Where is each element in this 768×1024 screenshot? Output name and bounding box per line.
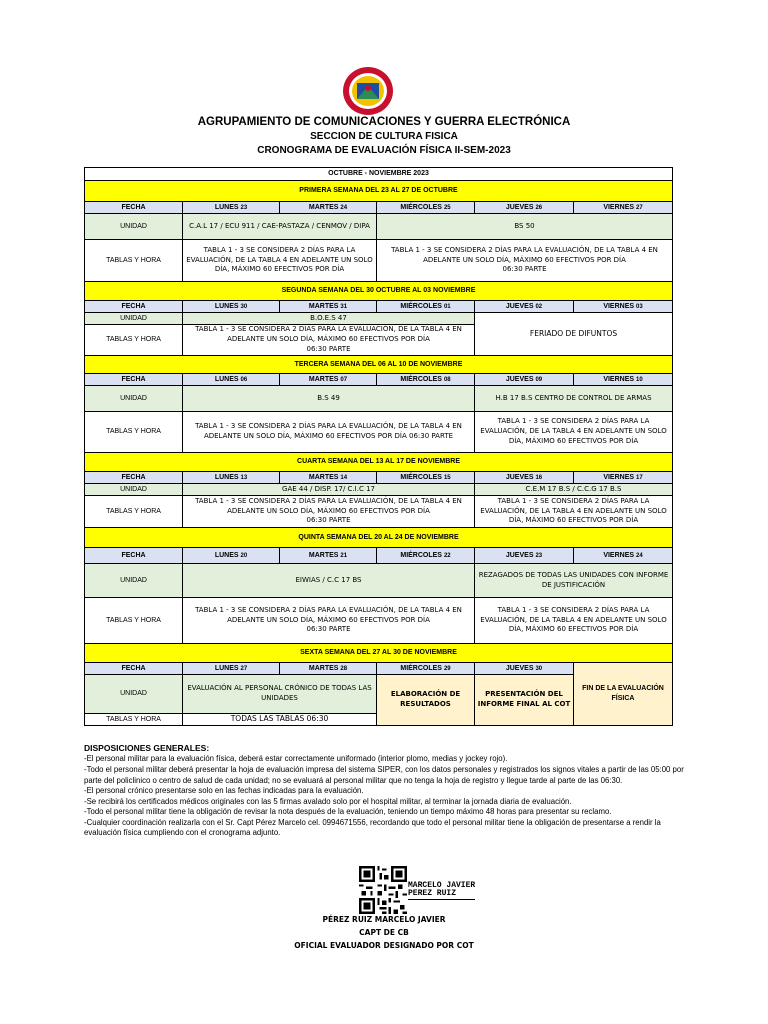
tablas-label: TABLAS Y HORA: [85, 496, 183, 528]
tablas-cell: TABLA 1 - 3 SE CONSIDERA 2 DÍAS PARA LA EVALUACIÓN, DE LA TABLA 4 EN ADELANTE UN SOLO DÍA, MÁXIMO 60 EFECTIVOS POR DÍA: [475, 598, 673, 644]
general-provisions: [84, 743, 684, 839]
provisions-title: DISPOSICIONES GENERALES:: [84, 743, 210, 753]
provision-item: -El personal militar para la evaluación física, deberá estar correctamente uniformado (interior plomo, medias y jockey rojo).: [84, 754, 508, 764]
fecha-label: FECHA: [85, 472, 183, 484]
day-header: MARTES 31: [280, 301, 377, 313]
qr-code: [359, 866, 407, 914]
day-header: MARTES 21: [280, 548, 377, 564]
unidad-label: UNIDAD: [85, 214, 183, 240]
day-header: MARTES 24: [280, 202, 377, 214]
unit-cell: H.B 17 B.S CENTRO DE CONTROL DE ARMAS: [475, 386, 673, 412]
day-header: LUNES 23: [183, 202, 280, 214]
tablas-label: TABLAS Y HORA: [85, 240, 183, 282]
unidad-label: UNIDAD: [85, 675, 183, 714]
day-header: JUEVES 09: [475, 374, 574, 386]
week-5-title: QUINTA SEMANA DEL 20 AL 24 DE NOVIEMBRE: [85, 528, 673, 548]
tablas-label: TABLAS Y HORA: [85, 598, 183, 644]
tablas-cell: TABLA 1 - 3 SE CONSIDERA 2 DÍAS PARA LA EVALUACIÓN, DE LA TABLA 4 EN ADELANTE UN SOLO DÍA, MÁXIMO 60 EFECTIVOS POR DÍA 06:30 PARTE: [183, 412, 475, 453]
day-header: LUNES 06: [183, 374, 280, 386]
tablas-cell: TABLA 1 - 3 SE CONSIDERA 2 DÍAS PARA LA EVALUACIÓN, DE LA TABLA 4 EN ADELANTE UN SOLO DÍA, MÁXIMO 60 EFECTIVOS POR DÍA 06:30 PARTE: [377, 240, 673, 282]
tablas-cell: TABLA 1 - 3 SE CONSIDERA 2 DÍAS PARA LA EVALUACIÓN, DE LA TABLA 4 EN ADELANTE UN SOLO DÍA, MÁXIMO 60 EFECTIVOS POR DÍA 06:30 PARTE: [183, 496, 475, 528]
tablas-cell: TABLA 1 - 3 SE CONSIDERA 2 DÍAS PARA LA EVALUACIÓN, DE LA TABLA 4 EN ADELANTE UN SOLO DÍA, MÁXIMO 60 EFECTIVOS POR DÍA: [475, 496, 673, 528]
day-header: VIERNES 24: [574, 548, 673, 564]
provision-item: -Cualquier coordinación realizarla con el Sr. Capt Pérez Marcelo cel. 0994671556, recordando que todo el personal militar tiene la obligación de presentarse a rendir la evaluación física cumpliendo con el cronograma adjunto.: [84, 817, 661, 838]
week-1-title: PRIMERA SEMANA DEL 23 AL 27 DE OCTUBRE: [85, 181, 673, 202]
day-header: JUEVES 26: [475, 202, 574, 214]
fecha-label: FECHA: [85, 663, 183, 675]
month-header: OCTUBRE - NOVIEMBRE 2023: [85, 168, 673, 181]
provision-item: -Todo el personal militar tiene la obligación de revisar la nota después de la evaluación, teniendo un tiempo máximo 48 horas para presentar su reclamo.: [84, 807, 612, 817]
day-header: LUNES 27: [183, 663, 280, 675]
unidad-label: UNIDAD: [85, 484, 183, 496]
day-header: MIÉRCOLES 22: [377, 548, 475, 564]
section-title: SECCION DE CULTURA FISICA: [310, 131, 458, 142]
week-2-title: SEGUNDA SEMANA DEL 30 OCTUBRE AL 03 NOVIEMBRE: [85, 282, 673, 301]
tablas-cell: TABLA 1 - 3 SE CONSIDERA 2 DÍAS PARA LA EVALUACIÓN, DE LA TABLA 4 EN ADELANTE UN SOLO DÍA, MÁXIMO 60 EFECTIVOS POR DÍA: [475, 412, 673, 453]
tablas-cell: TODAS LAS TABLAS 06:30: [183, 714, 377, 726]
day-header: JUEVES 02: [475, 301, 574, 313]
day-header: MIÉRCOLES 15: [377, 472, 475, 484]
unidad-label: UNIDAD: [85, 564, 183, 598]
day-header: VIERNES 27: [574, 202, 673, 214]
day-header: JUEVES 30: [475, 663, 574, 675]
tablas-label: TABLAS Y HORA: [85, 325, 183, 356]
org-title: AGRUPAMIENTO DE COMUNICACIONES Y GUERRA ELECTRÓNICA: [197, 116, 571, 128]
day-header: MARTES 28: [280, 663, 377, 675]
day-header: LUNES 13: [183, 472, 280, 484]
unidad-label: UNIDAD: [85, 386, 183, 412]
end-of-evaluation-cell: FIN DE LA EVALUACIÓN FÍSICA: [574, 663, 673, 726]
fecha-label: FECHA: [85, 301, 183, 313]
fecha-label: FECHA: [85, 202, 183, 214]
emblem-logo: [342, 66, 394, 116]
holiday-cell: FERIADO DE DIFUNTOS: [475, 313, 673, 356]
day-header: MIÉRCOLES 01: [377, 301, 475, 313]
day-header: MARTES 14: [280, 472, 377, 484]
document-title: CRONOGRAMA DE EVALUACIÓN FÍSICA II-SEM-2023: [257, 145, 511, 156]
unit-cell: EIWIAS / C.C 17 BS: [183, 564, 475, 598]
day-header: LUNES 30: [183, 301, 280, 313]
signer-name: PÉREZ RUIZ MARCELO JAVIER: [322, 915, 446, 924]
day-header: JUEVES 23: [475, 548, 574, 564]
week-6-title: SEXTA SEMANA DEL 27 AL 30 DE NOVIEMBRE: [85, 644, 673, 663]
unit-cell: B.O.E.S 47: [183, 313, 475, 325]
day-header: MARTES 07: [280, 374, 377, 386]
week-4-title: CUARTA SEMANA DEL 13 AL 17 DE NOVIEMBRE: [85, 453, 673, 472]
signer-role: OFICIAL EVALUADOR DESIGNADO POR COT: [294, 941, 474, 950]
signer-rank: CAPT DE CB: [359, 928, 409, 937]
day-header: MIÉRCOLES 25: [377, 202, 475, 214]
schedule-table: [84, 167, 673, 726]
unit-cell: C.E.M 17 B.S / C.C.G 17 B.S: [475, 484, 673, 496]
tablas-cell: TABLA 1 - 3 SE CONSIDERA 2 DÍAS PARA LA EVALUACIÓN, DE LA TABLA 4 EN ADELANTE UN SOLO DÍA, MÁXIMO 60 EFECTIVOS POR DÍA 06:30 PARTE: [183, 325, 475, 356]
week-3-title: TERCERA SEMANA DEL 06 AL 10 DE NOVIEMBRE: [85, 356, 673, 374]
day-header: JUEVES 16: [475, 472, 574, 484]
results-cell: ELABORACIÓN DE RESULTADOS: [377, 675, 475, 726]
fecha-label: FECHA: [85, 548, 183, 564]
unidad-label: UNIDAD: [85, 313, 183, 325]
day-header: MIÉRCOLES 29: [377, 663, 475, 675]
unit-cell: GAE 44 / DISP. 17/ C.I.C 17: [183, 484, 475, 496]
unit-cell: BS 50: [377, 214, 673, 240]
tablas-label: TABLAS Y HORA: [85, 714, 183, 726]
fecha-label: FECHA: [85, 374, 183, 386]
unit-cell: C.A.L 17 / ECU 911 / CAE-PASTAZA / CENMOV / DIPA: [183, 214, 377, 240]
day-header: VIERNES 03: [574, 301, 673, 313]
provision-item: -Todo el personal militar deberá presentar la hoja de evaluación impresa del sistema SIPER, con los datos personales y registrados los signos vitales a partir de las 05:00 por parte del policlinico o centro de salud de cada unidad; no se evaluará al personal militar que no tenga la hoja de registro y llegue tarde al parte de las 06:30.: [84, 764, 684, 785]
report-cell: PRESENTACIÓN DEL INFORME FINAL AL COT: [475, 675, 574, 726]
day-header: LUNES 20: [183, 548, 280, 564]
tablas-label: TABLAS Y HORA: [85, 412, 183, 453]
day-header: VIERNES 10: [574, 374, 673, 386]
unit-cell: EVALUACIÓN AL PERSONAL CRÓNICO DE TODAS LAS UNIDADES: [183, 675, 377, 714]
day-header: VIERNES 17: [574, 472, 673, 484]
tablas-cell: TABLA 1 - 3 SE CONSIDERA 2 DÍAS PARA LA EVALUACIÓN, DE LA TABLA 4 EN ADELANTE UN SOLO DÍA, MÁXIMO 60 EFECTIVOS POR DÍA 06:30 PARTE: [183, 598, 475, 644]
provision-item: -El personal crónico presentarse solo en las fechas indicadas para la evaluación.: [84, 786, 364, 796]
day-header: MIÉRCOLES 08: [377, 374, 475, 386]
unit-cell: REZAGADOS DE TODAS LAS UNIDADES CON INFORME DE JUSTIFICACIÓN: [475, 564, 673, 598]
provision-item: -Se recibirá los certificados médicos originales con las 5 firmas avalado solo por el hospital militar, al terminar la jornada diaria de evaluación.: [84, 796, 572, 806]
unit-cell: B.S 49: [183, 386, 475, 412]
tablas-cell: TABLA 1 - 3 SE CONSIDERA 2 DÍAS PARA LA EVALUACIÓN, DE LA TABLA 4 EN ADELANTE UN SOLO DÍA, MÁXIMO 60 EFECTIVOS POR DÍA: [183, 240, 377, 282]
digital-signature-stamp: MARCELO JAVIER PEREZ RUIZ: [408, 881, 476, 899]
